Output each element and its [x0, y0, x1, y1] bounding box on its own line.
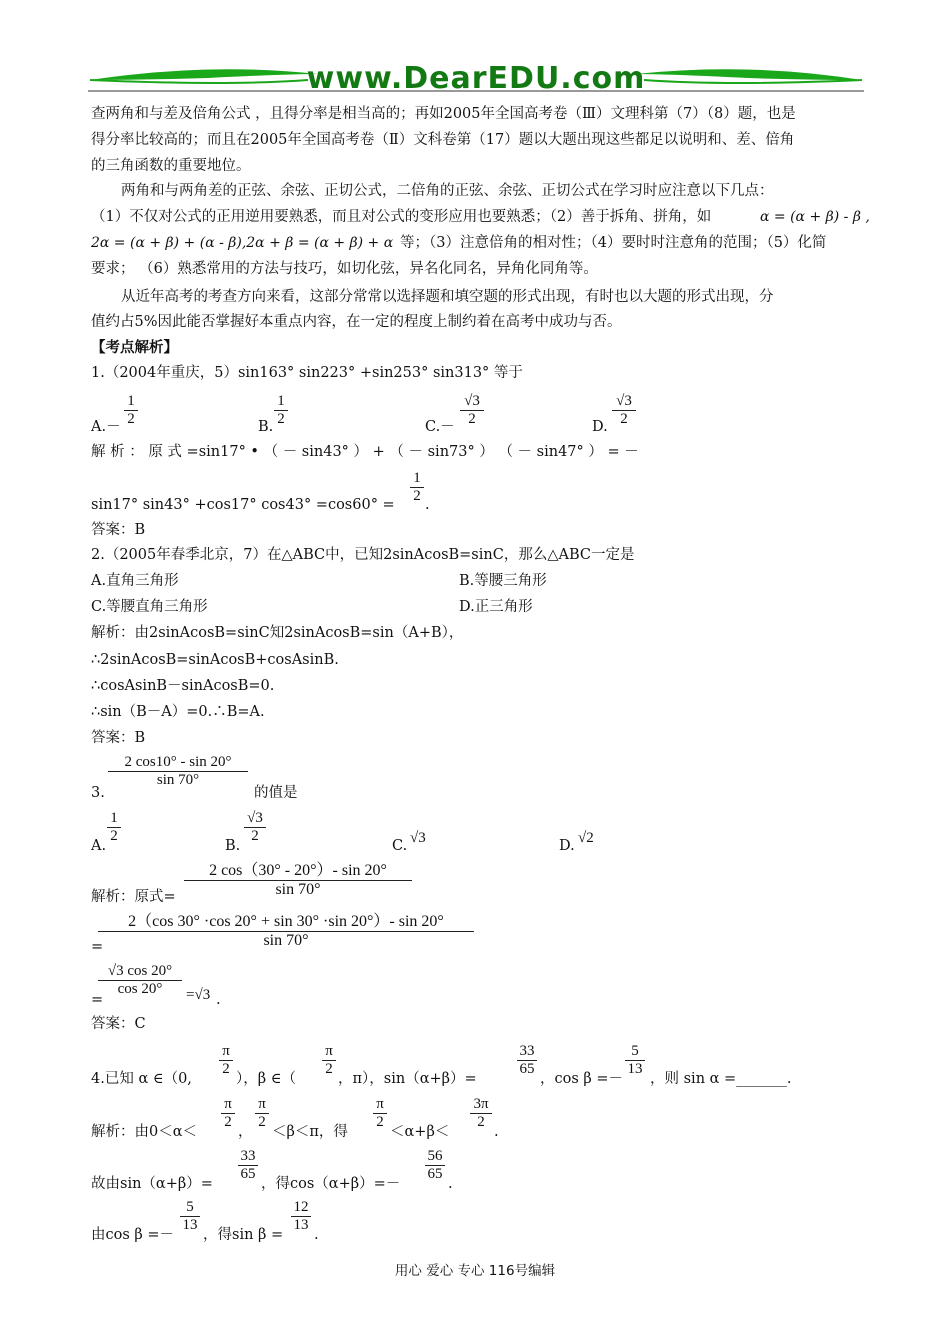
- q3-step-3: [98, 963, 182, 998]
- q1-answer: 答案：B: [91, 522, 146, 538]
- fraction-denominator: sin 70°: [108, 771, 248, 789]
- q4-solution-2c: .: [448, 1176, 453, 1192]
- intro-line-6: 等；（3）注意倍角的相对性；（4）要时时注意角的范围；（5）化简: [400, 235, 827, 251]
- q4-solution-3b: ，得sin β =: [203, 1227, 284, 1243]
- q4-solution-1d: ＜α+β＜: [390, 1124, 450, 1140]
- fraction-numerator: √3: [616, 393, 632, 409]
- q1-solution-line-1: 解 析 ： 原 式 =sin17° • （ － sin43° ） + （ － sin73° ） （ － sin47° ） = －: [91, 444, 639, 460]
- q2-option-a: A.直角三角形: [91, 573, 179, 589]
- q3-b-fraction: [244, 810, 266, 845]
- q2-option-d: D.正三角形: [459, 599, 533, 615]
- q2-solution-2: ∴2sinAcosB=sinAcosB+cosAsinB.: [91, 652, 339, 668]
- fraction-denominator: 65: [238, 1165, 258, 1183]
- q1-a-fraction: [124, 393, 138, 428]
- q4-sol-pi-half-1: [221, 1096, 235, 1131]
- q4-sol-pi-half-3: [373, 1096, 387, 1131]
- fraction-numerator: 1: [277, 393, 285, 409]
- fraction-numerator: √3 cos 20°: [107, 963, 173, 979]
- fraction-denominator: 13: [625, 1060, 645, 1078]
- q4-solution-2b: ，得cos（α+β）=－: [261, 1176, 401, 1192]
- fraction-denominator: 2: [274, 410, 288, 428]
- page-footer: 用心 爱心 专心 116号编辑: [394, 1263, 556, 1279]
- q2-solution-4: ∴sin（B－A）=0.∴B=A.: [91, 704, 265, 720]
- fraction-numerator: 33: [240, 1148, 256, 1164]
- fraction-denominator: sin 70°: [98, 931, 474, 950]
- fraction-numerator: 56: [427, 1148, 443, 1164]
- q3-stem-tail: 的值是: [254, 785, 298, 801]
- fraction-denominator: 13: [291, 1216, 311, 1234]
- q3-d-value: √2: [578, 830, 594, 846]
- fraction-numerator: 3π: [473, 1096, 489, 1112]
- fraction-numerator: π: [376, 1096, 384, 1112]
- q4-sol-frac-33-65: [238, 1148, 258, 1183]
- q3-option-c: C.: [392, 838, 408, 854]
- q4-sol-frac-12-13: [291, 1199, 311, 1234]
- fraction-denominator: 2: [322, 1060, 336, 1078]
- fraction-numerator: 5: [186, 1199, 194, 1215]
- q3-eq-1: =: [91, 939, 104, 955]
- intro-line-1: 查两角和与差及倍角公式 ，且得分率是相当高的；再如2005年全国高考卷（Ⅲ）文理科第（7）（8）题，也是: [91, 106, 796, 122]
- fraction-numerator: π: [222, 1043, 230, 1059]
- q4-solution-1a: 解析：由0＜α＜: [91, 1124, 198, 1140]
- q4-frac-5-13: [625, 1043, 645, 1078]
- fraction-numerator: 33: [519, 1043, 535, 1059]
- fraction-numerator: 1: [413, 470, 421, 486]
- q4-sol-3pi-half: [470, 1096, 492, 1131]
- q3-step-2: [98, 908, 474, 950]
- fraction-denominator: cos 20°: [98, 980, 182, 998]
- intro-line-5: （1）不仅对公式的正用逆用要熟悉，而且对公式的变形应用也要熟悉；（2）善于拆角、拼角，如: [91, 209, 712, 225]
- q2-answer: 答案：B: [91, 730, 146, 746]
- fraction-denominator: 2: [244, 827, 266, 845]
- fraction-denominator: 2: [255, 1113, 269, 1131]
- q3-stem-fraction: [108, 754, 248, 789]
- q4-solution-2a: 故由sin（α+β）=: [91, 1176, 213, 1192]
- site-logo-text: www.DearEDU.com: [306, 61, 646, 96]
- fraction-numerator: 2（cos 30° ·cos 20° + sin 30° ·sin 20°）- sin 20°: [128, 913, 444, 930]
- fraction-denominator: sin 70°: [184, 880, 412, 899]
- fraction-denominator: 2: [124, 410, 138, 428]
- q4-stem-d: ，cos β =－: [540, 1071, 624, 1087]
- fraction-numerator: 2 cos10° - sin 20°: [124, 754, 232, 770]
- fraction-denominator: 2: [221, 1113, 235, 1131]
- q4-sol-frac-5-13: [180, 1199, 200, 1234]
- q3-number: 3.: [91, 785, 105, 801]
- intro-line-9: 值约占5%因此能否掌握好本重点内容，在一定的程度上制约着在高考中成功与否。: [91, 314, 622, 330]
- fraction-numerator: 2 cos（30° - 20°）- sin 20°: [209, 862, 387, 879]
- q4-solution-3c: .: [314, 1227, 319, 1243]
- q4-solution-3a: 由cos β =－: [91, 1227, 175, 1243]
- q3-a-fraction: [107, 810, 121, 845]
- intro-line-4: 两角和与两角差的正弦、余弦、正切公式，二倍角的正弦、余弦、正切公式在学习时应注意以下几点：: [121, 183, 774, 199]
- formula-double-angle: 2α = (α + β) + (α - β),2α + β = (α + β) + α: [91, 235, 394, 251]
- q4-pi-half-2: [322, 1043, 336, 1078]
- fraction-denominator: 13: [180, 1216, 200, 1234]
- q4-stem-a: 4.已知 α ∈（0,: [91, 1071, 192, 1087]
- q1-d-fraction: [612, 393, 636, 428]
- q2-option-b: B.等腰三角形: [459, 573, 547, 589]
- intro-line-8: 从近年高考的考查方向来看，这部分常常以选择题和填空题的形式出现，有时也以大题的形式出现，分: [121, 289, 774, 305]
- q2-solution-3: ∴cosAsinB－sinAcosB=0.: [91, 678, 275, 694]
- fraction-denominator: 2: [470, 1113, 492, 1131]
- q3-step-1: [184, 857, 412, 899]
- intro-line-7: 要求； （6）熟悉常用的方法与技巧，如切化弦，异名化同名，异角化同角等。: [91, 261, 598, 277]
- fraction-numerator: π: [258, 1096, 266, 1112]
- fraction-numerator: 1: [110, 810, 118, 826]
- q1-b-fraction: [274, 393, 288, 428]
- q4-solution-1c: ＜β＜π，得: [272, 1124, 348, 1140]
- fraction-denominator: 2: [410, 487, 424, 505]
- intro-line-2: 得分率比较高的；而且在2005年全国高考卷（Ⅱ）文科卷第（17）题以大题出现这些都足以说明和、差、倍角: [91, 132, 795, 148]
- q3-c-value: √3: [410, 830, 426, 846]
- site-banner: [88, 58, 864, 98]
- fraction-numerator: √3: [247, 810, 263, 826]
- intro-line-3: 的三角函数的重要地位。: [91, 158, 251, 174]
- q1-option-c: C.－: [425, 419, 455, 435]
- q1-stem: 1.（2004年重庆，5）sin163° sin223° +sin253° sin313° 等于: [91, 365, 523, 381]
- q3-result: =√3: [186, 987, 211, 1003]
- q4-frac-33-65: [517, 1043, 537, 1078]
- q1-solution-line-2: sin17° sin43° +cos17° cos43° =cos60° =: [91, 497, 395, 513]
- fraction-numerator: 1: [127, 393, 135, 409]
- fraction-numerator: 5: [631, 1043, 639, 1059]
- q3-option-d: D.: [559, 838, 575, 854]
- fraction-numerator: π: [325, 1043, 333, 1059]
- fraction-denominator: 2: [373, 1113, 387, 1131]
- q2-solution-1: 解析：由2sinAcosB=sinC知2sinAcosB=sin（A+B），: [91, 625, 464, 641]
- q2-stem: 2.（2005年春季北京，7）在△ABC中，已知2sinAcosB=sinC，那么△ABC一定是: [91, 547, 635, 563]
- q1-c-fraction: [460, 393, 484, 428]
- q4-pi-half-1: [219, 1043, 233, 1078]
- q1-solution-end: .: [425, 497, 430, 513]
- q1-option-a: A.－: [91, 419, 121, 435]
- q3-option-b: B.: [225, 838, 241, 854]
- fraction-numerator: π: [224, 1096, 232, 1112]
- q1-option-b: B.: [258, 419, 274, 435]
- q3-period: .: [216, 992, 221, 1008]
- fraction-denominator: 65: [425, 1165, 445, 1183]
- q4-sol-frac-56-65: [425, 1148, 445, 1183]
- fraction-numerator: 12: [293, 1199, 309, 1215]
- q4-solution-1e: .: [494, 1124, 499, 1140]
- fraction-denominator: 65: [517, 1060, 537, 1078]
- q4-sol-pi-half-2: [255, 1096, 269, 1131]
- q4-solution-1b: ，: [238, 1124, 253, 1140]
- q3-solution-label: 解析：原式=: [91, 889, 176, 905]
- q4-stem-c: ，π），sin（α+β）=: [338, 1071, 477, 1087]
- fraction-numerator: √3: [464, 393, 480, 409]
- section-title: 【考点解析】: [91, 339, 178, 356]
- q4-stem-e: ，则 sin α =_______.: [650, 1071, 792, 1087]
- q3-eq-2: =: [91, 992, 104, 1008]
- fraction-denominator: 2: [219, 1060, 233, 1078]
- q1-half-fraction: [410, 470, 424, 505]
- fraction-denominator: 2: [460, 410, 484, 428]
- fraction-denominator: 2: [612, 410, 636, 428]
- formula-alpha-split: α = (α + β) - β ,: [760, 209, 870, 225]
- q1-option-d: D.: [592, 419, 608, 435]
- q4-stem-b: ），β ∈（: [236, 1071, 296, 1087]
- fraction-denominator: 2: [107, 827, 121, 845]
- q3-answer: 答案：C: [91, 1016, 146, 1032]
- q2-option-c: C.等腰直角三角形: [91, 599, 208, 615]
- q3-option-a: A.: [91, 838, 107, 854]
